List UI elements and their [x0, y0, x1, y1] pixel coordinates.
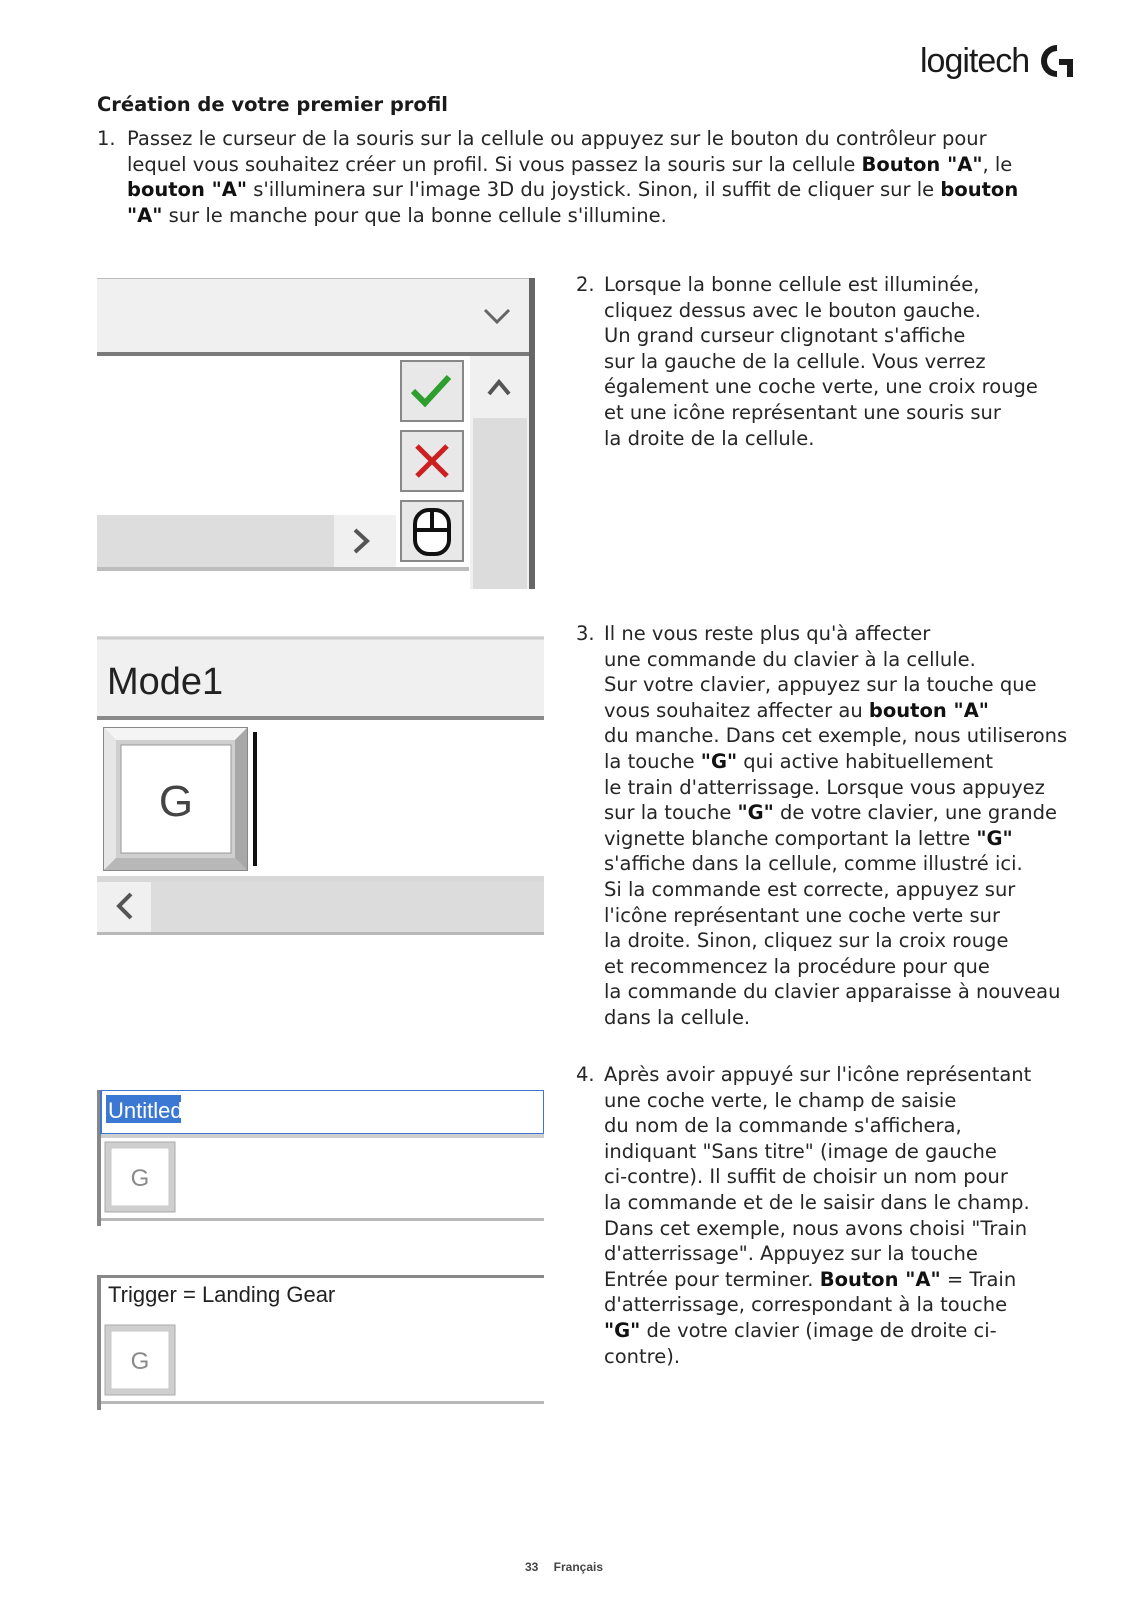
name-input-value: Untitled — [108, 1098, 183, 1123]
logo-wordmark: logitech — [920, 41, 1030, 80]
bold-text: bouton "A" — [127, 178, 248, 202]
text-segment: Si la commande est correcte, appuyez sur — [604, 877, 1016, 901]
bold-text: Bouton "A" — [819, 1267, 941, 1291]
text-segment: Passez le curseur de la souris sur la cellule ou appuyez sur le bouton du contrôleur pour lequel vous souhaitez créer un profil. Si vous passez la souris sur la cellule — [127, 127, 987, 176]
text-line — [604, 1241, 1046, 1267]
text-segment: Il ne vous reste plus qu'à affecter — [604, 622, 931, 645]
logitech-g-icon — [1037, 41, 1075, 81]
bold-text: bouton "A" — [868, 698, 989, 722]
step-3 — [576, 621, 1068, 1031]
bold-text: "G" — [976, 826, 1013, 850]
text-line — [604, 1164, 1046, 1190]
text-line — [604, 647, 1046, 673]
step-2-number: 2. — [576, 273, 595, 296]
text-segment: la touche — [604, 749, 701, 773]
text-line — [604, 877, 1046, 903]
text-line — [604, 775, 1046, 801]
text-segment: qui active habituellement — [737, 749, 994, 773]
cell-controls-svg — [97, 278, 544, 589]
text-line — [604, 826, 1046, 852]
text-line — [604, 1318, 1046, 1344]
text-line — [604, 621, 1046, 647]
text-line: Lorsque la bonne cellule est illuminée, — [604, 273, 980, 296]
text-line: sur la gauche de la cellule. Vous verrez — [604, 349, 986, 373]
command-name-value: Trigger = Landing Gear — [108, 1282, 336, 1307]
text-line — [604, 851, 1046, 877]
text-segment: ci-contre). Il suffit de choisir un nom pour — [604, 1165, 1008, 1189]
text-line — [604, 749, 1046, 775]
bold-text: "G" — [737, 801, 774, 825]
text-line: également une coche verte, une croix rouge — [604, 375, 1038, 399]
text-segment: de votre clavier (image de droite ci- — [640, 1318, 997, 1342]
text-segment: contre). — [604, 1344, 681, 1368]
text-line: cliquez dessus avec le bouton gauche. — [604, 298, 981, 322]
text-segment: la droite. Sinon, cliquez sur la croix rouge — [604, 929, 1009, 953]
bold-text: "G" — [700, 749, 738, 773]
text-line — [604, 928, 1046, 954]
text-segment: dans la cellule. — [604, 1005, 751, 1029]
step-4-text — [604, 1062, 1046, 1369]
text-line — [604, 954, 1046, 980]
screenshot-landing-gear — [97, 1275, 544, 1410]
page-footer — [0, 1560, 1128, 1574]
text-segment: indiquant "Sans titre" (image de gauche — [604, 1139, 997, 1163]
bold-text: "G" — [604, 1318, 641, 1342]
text-line — [604, 800, 1057, 826]
confirm-check-button — [401, 361, 463, 421]
screenshot-cell-controls — [97, 278, 544, 589]
text-segment: Après avoir appuyé sur l'icône représentant — [604, 1063, 1032, 1086]
text-line — [604, 1292, 1046, 1318]
text-line: la droite de la cellule. — [604, 426, 815, 450]
text-segment: = Train — [940, 1267, 1017, 1291]
text-segment: s'illuminera sur l'image 3D du joystick. Sinon, il suffit de cliquer sur le — [247, 178, 941, 202]
page-number: 33 — [524, 1560, 539, 1574]
text-segment: l'icône représentant une coche verte sur — [604, 903, 1001, 927]
key-label-small: G — [130, 1348, 150, 1375]
text-segment: du manche. Dans cet exemple, nous utiliserons — [604, 724, 1068, 748]
text-segment: Dans cet exemple, nous avons choisi "Train — [604, 1216, 1028, 1240]
text-line — [604, 1062, 1046, 1088]
bold-text: bouton "A" — [127, 178, 1019, 227]
key-label-small: G — [130, 1165, 150, 1192]
text-line — [604, 1190, 1046, 1216]
text-line — [604, 698, 1046, 724]
section-heading: Création de votre premier profil — [97, 93, 448, 116]
step-2 — [576, 272, 1046, 451]
text-segment: d'atterrissage". Appuyez sur la touche — [604, 1242, 978, 1266]
text-segment: le train d'atterrissage. Lorsque vous appuyez — [604, 775, 1045, 799]
text-segment: Entrée pour terminer. — [604, 1267, 820, 1291]
text-segment: sur le manche pour que la bonne cellule s'illumine. — [162, 203, 667, 227]
text-line — [604, 1005, 1046, 1031]
landing-gear-svg — [97, 1275, 544, 1410]
text-segment: vous souhaitez affecter au — [604, 698, 869, 722]
step-4-number: 4. — [576, 1063, 595, 1086]
text-segment: la commande du clavier apparaisse à nouveau — [604, 980, 1061, 1004]
step-3-number: 3. — [576, 622, 595, 645]
text-line: et une icône représentant une souris sur — [604, 400, 1001, 424]
untitled-field-svg — [97, 1090, 544, 1226]
text-line — [604, 723, 1068, 749]
text-line — [604, 1267, 1046, 1293]
text-line — [604, 1216, 1046, 1242]
step-2-text — [604, 272, 1046, 451]
text-segment: et recommencez la procédure pour que — [604, 954, 990, 978]
text-segment: , le — [982, 152, 1013, 176]
text-cursor — [253, 732, 257, 866]
text-segment: Sur votre clavier, appuyez sur la touche que — [604, 673, 1037, 697]
text-segment: la commande et de le saisir dans le champ. — [604, 1190, 1030, 1214]
footer-language: Français — [553, 1560, 604, 1574]
text-line — [604, 1344, 1046, 1370]
step-1-text — [127, 126, 1047, 228]
cancel-cross-button — [401, 431, 463, 491]
bold-text: Bouton "A" — [861, 152, 983, 176]
text-segment: une commande du clavier à la cellule. — [604, 647, 976, 671]
text-line — [604, 1139, 1046, 1165]
step-1-number: 1. — [97, 127, 116, 150]
step-1 — [97, 126, 1047, 228]
step-3-text — [604, 621, 1068, 1031]
text-line — [604, 1088, 1046, 1114]
text-line — [604, 672, 1046, 698]
mouse-button — [401, 501, 463, 561]
logitech-logo — [920, 36, 1090, 86]
text-line — [604, 903, 1046, 929]
mode-key-svg — [97, 636, 544, 936]
text-segment: de votre clavier, une grande — [773, 801, 1057, 825]
text-line: Un grand curseur clignotant s'affiche — [604, 324, 966, 348]
text-line — [604, 1113, 1046, 1139]
text-segment: vignette blanche comportant la lettre — [604, 826, 977, 850]
step-4 — [576, 1062, 1046, 1369]
text-segment: du nom de la commande s'affichera, — [604, 1114, 962, 1138]
screenshot-mode-key — [97, 636, 544, 936]
mode-label: Mode1 — [107, 661, 224, 703]
text-line — [604, 979, 1061, 1005]
text-segment: d'atterrissage, correspondant à la touche — [604, 1293, 1008, 1317]
text-segment: sur la touche — [604, 801, 738, 825]
key-label: G — [158, 777, 194, 826]
text-segment: une coche verte, le champ de saisie — [604, 1088, 957, 1112]
text-segment: s'affiche dans la cellule, comme illustré ici. — [604, 852, 1023, 876]
screenshot-untitled-field — [97, 1090, 544, 1226]
